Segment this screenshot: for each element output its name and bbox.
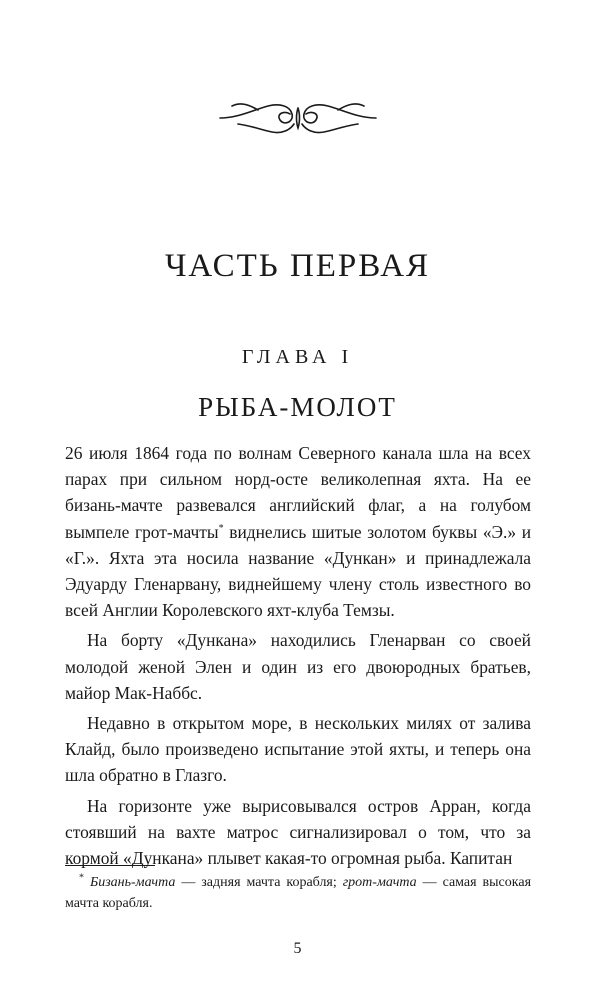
- footnote-text: — самая высокая мачта корабля.: [65, 875, 532, 911]
- chapter-number: ГЛАВА I: [241, 346, 354, 368]
- paragraph: На горизонте уже вырисовывался остров Арран, когда стоявший на вахте матрос сигнализировал о том, что за кормой «Дункана» плывет какая-то огромная рыба. Капитан: [65, 795, 531, 869]
- paragraph: [65, 440, 531, 623]
- paragraph-text: 26 июля 1864 года по волнам Северного канала шла на всех парах при сильном норд-осте великолепная яхта. На ее бизань-мачте развевался английский флаг, а на голубом вымпеле грот-мачты: [65, 443, 531, 542]
- footnote-term: Бизань-мачта: [89, 875, 176, 890]
- part-title: ЧАСТЬ ПЕРВАЯ: [164, 248, 431, 284]
- footnote-reference[interactable]: *: [218, 522, 224, 534]
- chapter-title: РЫБА-МОЛОТ: [198, 392, 397, 422]
- body-text: [65, 440, 531, 871]
- paragraph: На борту «Дункана» находились Гленарван со своей молодой женой Элен и один из его двоюродных братьев, майор Мак-Наббс.: [65, 630, 531, 703]
- footnote: [65, 872, 531, 914]
- footnote-text: — задняя мачта корабля;: [175, 875, 343, 890]
- footnote-divider: [65, 865, 155, 866]
- paragraph: Недавно в открытом море, в нескольких милях от залива Клайд, было произведено испытание этой яхты, и теперь она шла обратно в Глазго.: [65, 713, 531, 786]
- footnote-mark: *: [79, 872, 84, 884]
- flourish-ornament-icon: [218, 88, 378, 148]
- paragraph-text: виднелись шитые золотом буквы «Э.» и «Г.». Яхта эта носила название «Дункан» и принадлежала Эдуарду Гленарвану, виднейшему члену столь известного во всей Англии Королевского яхт-клуба Темзы.: [65, 521, 532, 621]
- page-number: 5: [293, 940, 302, 957]
- footnote-term: грот-мачта: [342, 875, 417, 890]
